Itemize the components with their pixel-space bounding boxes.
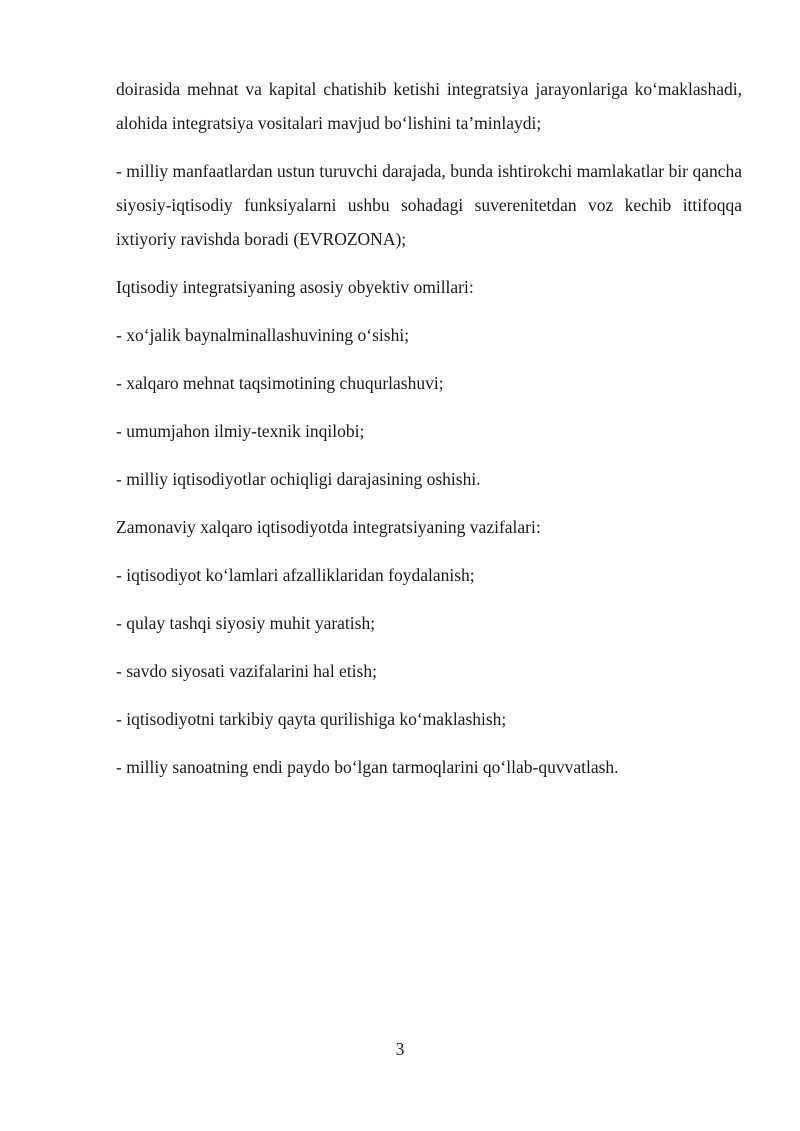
list-item-factor: - milliy iqtisodiyotlar ochiqligi darajasining oshishi.	[116, 469, 481, 489]
page-number: 3	[395, 1039, 405, 1059]
list-item-factor: - umumjahon ilmiy-texnik inqilobi;	[116, 421, 365, 441]
list-item-task: - iqtisodiyotni tarkibiy qayta qurilishiga koʻmaklashish;	[116, 709, 507, 729]
list-item-factor: - xoʻjalik baynalminallashuvining oʻsishi;	[116, 325, 410, 345]
section-heading-integration-tasks: Zamonaviy xalqaro iqtisodiyotda integratsiyaning vazifalari:	[116, 517, 541, 537]
list-item-task: - savdo siyosati vazifalarini hal etish;	[116, 661, 377, 681]
page-body	[116, 72, 742, 784]
list-item-factor: - xalqaro mehnat taqsimotining chuqurlashuvi;	[116, 373, 444, 393]
list-item-task: - qulay tashqi siyosiy muhit yaratish;	[116, 613, 376, 633]
paragraph-continuation: doirasida mehnat va kapital chatishib ketishi integratsiya jarayonlariga koʻmaklashadi, alohida integratsiya vositalari mavjud boʻlishini taʼminlaydi;	[116, 79, 742, 133]
list-item-task: - iqtisodiyot koʻlamlari afzalliklaridan foydalanish;	[116, 565, 475, 585]
list-item-supranational-level: - milliy manfaatlardan ustun turuvchi darajada, bunda ishtirokchi mamlakatlar bir qancha siyosiy-iqtisodiy funksiyalarni ushbu sohadagi suverenitetdan voz kechib ittifoqqa ixtiyoriy ravishda boradi (EVROZONA);	[116, 161, 742, 249]
list-item-task: - milliy sanoatning endi paydo boʻlgan tarmoqlarini qoʻllab-quvvatlash.	[116, 757, 619, 777]
section-heading-objective-factors: Iqtisodiy integratsiyaning asosiy obyektiv omillari:	[116, 277, 474, 297]
